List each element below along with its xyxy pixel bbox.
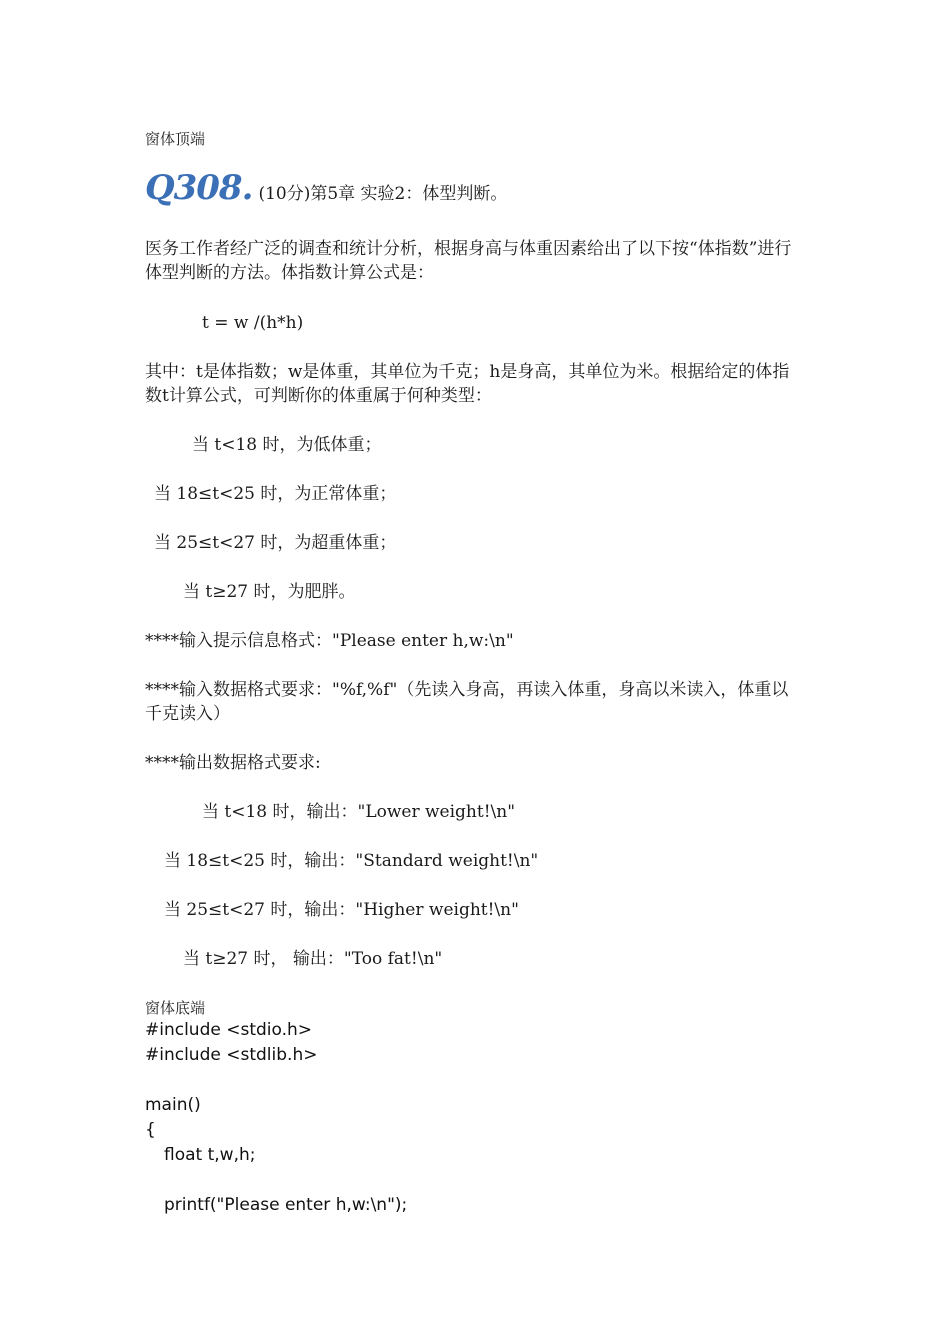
form-top-marker: 窗体顶端 — [145, 130, 206, 148]
code-line: #include <stdio.h> — [145, 1020, 313, 1040]
question-header — [145, 168, 507, 208]
rule-item: 当 25≤t<27 时，为超重体重； — [154, 533, 397, 553]
code-line: printf("Please enter h,w:\n"); — [164, 1195, 408, 1215]
question-id: Q308. — [145, 168, 253, 208]
output-item: 当 t≥27 时， 输出："Too fat!\n" — [183, 949, 443, 969]
code-line: float t,w,h; — [164, 1145, 256, 1165]
form-bottom-marker: 窗体底端 — [145, 999, 206, 1017]
rule-item: 当 t≥27 时，为肥胖。 — [183, 582, 356, 602]
output-item: 当 18≤t<25 时，输出："Standard weight!\n" — [164, 851, 539, 871]
formula: t = w /(h*h) — [202, 313, 304, 333]
rule-item: 当 18≤t<25 时，为正常体重； — [154, 484, 397, 504]
question-title: (10分)第5章 实验2：体型判断。 — [258, 184, 508, 204]
code-line: #include <stdlib.h> — [145, 1045, 318, 1065]
output-item: 当 t<18 时，输出："Lower weight!\n" — [202, 802, 516, 822]
intro-paragraph: 医务工作者经广泛的调查和统计分析，根据身高与体重因素给出了以下按“体指数”进行体型判断的方法。体指数计算公式是： — [145, 239, 792, 283]
output-item: 当 25≤t<27 时，输出："Higher weight!\n" — [164, 900, 519, 920]
code-line: main() — [145, 1095, 201, 1115]
rule-item: 当 t<18 时，为低体重； — [192, 435, 382, 455]
output-format-header: ****输出数据格式要求: — [145, 753, 321, 773]
code-line: { — [145, 1120, 156, 1140]
input-data-format: ****输入数据格式要求："%f,%f"（先读入身高，再读入体重，身高以米读入，体重以千克读入） — [145, 680, 789, 724]
explanation-paragraph: 其中：t是体指数；w是体重，其单位为千克；h是身高，其单位为米。根据给定的体指数t计算公式，可判断你的体重属于何种类型： — [145, 362, 790, 406]
input-prompt-format: ****输入提示信息格式："Please enter h,w:\n" — [145, 631, 514, 651]
